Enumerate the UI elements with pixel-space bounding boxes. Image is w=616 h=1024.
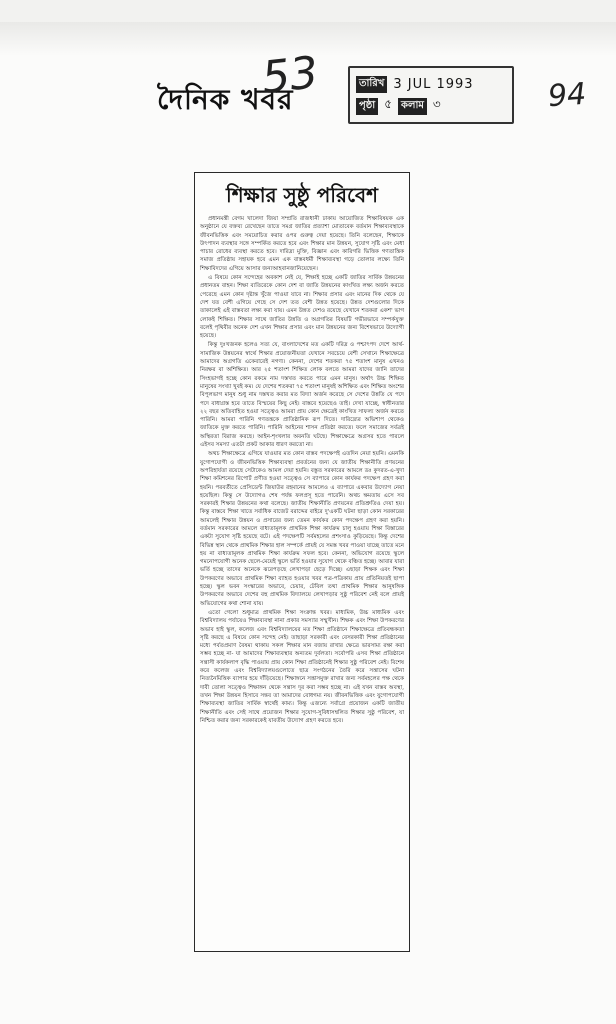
newspaper-masthead: দৈনিক খবর — [157, 83, 294, 116]
date-stamp — [348, 66, 514, 124]
article-paragraph: প্রধানমন্ত্রী বেগম খালেদা জিয়া সম্প্রতি রাজধানী ঢাকায় আয়োজিত শিক্ষাবিষয়ক এক অনুষ্ঠানে যে বক্তব্য রেখেছেন তাতে সমগ্র জাতির প্রত্যাশা মোতাবেক বর্তমান শিক্ষাব্যবস্থাকে জীবনভিত্তিক এবং সময়োচিত করার ওপর গুরুত্ব দেয়া হয়েছে। তিনি বলেছেন, শিক্ষাকে উৎপাদন ব্যবস্থার সঙ্গে সম্পর্কিত করতে হবে এবং শিক্ষার মান উন্নয়ন, সুযোগ সৃষ্টি এবং মেধা পাচার রোধের ব্যবস্থা করতে হবে। দারিদ্র্য মুক্তি, বিজ্ঞান এবং কারিগরি ভিত্তিক গণতান্ত্রিক সমাজ প্রতিষ্ঠায় সহায়ক হবে এমন এক বাস্তবধর্মী শিক্ষাব্যবস্থা গড়ে তোলার লক্ষ্যে তিনি শিক্ষাবিদদের এগিয়ে আসার জন্যআহবানজানিয়েছেন। — [200, 216, 404, 272]
handwritten-page-number: 94 — [546, 76, 588, 115]
article-paragraph: কিন্তু দুঃখজনক হলেও সত্য যে, বাংলাদেশের মত একটি দরিদ্র ও পশ্চাৎপদ দেশে আর্থ-সামাজিক উন্নয়নের স্বার্থে শিক্ষার প্রয়োজনীয়তা যেখানে সবচেয়ে বেশী সেখানে শিক্ষাক্ষেত্রে আমাদের অগ্রগতি একেবারেই নগণ্য। কেননা, দেশের শতকরা ৭৫ শতাংশ মানুষ এখনও নিরক্ষর বা অশিক্ষিত। আর ২৫ শতাংশ শিক্ষিত লোক বলতে আমরা যাদের জানি তাদের সিংহভাগই হচ্ছে কোন রকমে নাম দস্তখত করতে পারে এমন মানুষ। অর্থাৎ উচ্চ শিক্ষিত মানুষের সংখ্যা খুবই কম। যে দেশের শতকরা ৭৫ শতাংশ মানুষই অশিক্ষিত এবং শিক্ষিত অংশের বিপুলভাগ মানুষ শুধু নাম দস্তখত করার মত বিদ্যা অর্জন করেছে সে দেশের উন্নতি যে পদে পদে বাধাগ্রস্ত হবে তাতে বিস্ময়ের কিছু নেই। বাস্তবে হয়েছেও তাই। দেখা যাচ্ছে, স্বাধীনতার ২২ বছর অতিবাহিত হওয়া সত্ত্বেও আমরা প্রায় কোন ক্ষেত্রেই কাংখিত সাফল্য অর্জন করতে পারিনি। আমরা পারিনি গণতন্ত্রকে প্রাতিষ্ঠানিক রূপ দিতে। দারিদ্র্যের অভিশাপ থেকেও জাতিকে মুক্ত করতে পারিনি। পারিনি আইনের শাসন প্রতিষ্ঠা করতে। ফলে সমাজের সর্বত্রই অস্থিরতা বিরাজ করছে। আইন-শৃংখলার অবনতি ঘটছে। শিক্ষাক্ষেত্রে অগ্রসর হতে পারলে এইসব সমস্যা এতটা প্রকট আকার ধারণ করতো না। — [200, 342, 404, 449]
stamp-date-row — [356, 74, 506, 94]
article-paragraph: এ বিষয়ে কোন সন্দেহের অবকাশ নেই যে, শিক্ষাই হচ্ছে একটি জাতির সার্বিক উন্নয়নের প্রধানতম বাহন। শিক্ষা ব্যতিরেকে কোন দেশ বা জাতি উন্নয়নের কাংখিত লক্ষ্য অর্জন করতে পেরেছে এমন কোন দৃষ্টান্ত খুঁজে পাওয়া যাবে না। শিক্ষার প্রসার এবং মানের দিক থেকে যে দেশ যত বেশী এগিয়ে গেছে সে দেশ তত বেশী উন্নত হয়েছে। উন্নত দেশগুলোর দিকে তাকালেই এই বাস্তবতা লক্ষ্য করা যায়। এমন উন্নত দেশও রয়েছে যেখানে শতকরা একশ' ভাগ লোকই শিক্ষিত। শিক্ষার সাথে জাতির উন্নতি ও অগ্রগতির বিষয়টি গভীরভাবে সম্পর্কযুক্ত বলেই পৃথিবীর অনেক দেশ এখন শিক্ষার প্রসার এবং মান উন্নয়নের জন্য বিশেষভাবে উদ্যোগী হয়েছে। — [200, 275, 404, 340]
stamp-page-label: পৃষ্ঠা — [356, 98, 378, 115]
article-paragraph: অথচ শিক্ষাক্ষেত্রে এগিয়ে যাওয়ার মত কোন বাস্তব পদক্ষেপই এতদিন নেয়া হয়নি। এমনকি যুগোপযোগী ও জীবনভিত্তিক শিক্ষাব্যবস্থা প্রবর্তনের জন্য যে জাতীয় শিক্ষানীতি প্রণয়নের অপরিহার্যতা রয়েছে সেটাকেও আমল দেয়া হয়নি। বস্তুত সরকারের আমলে ডঃ কুদরত-এ-খুদা শিক্ষা কমিশনের রিপোর্ট প্রণীত হওয়া সত্ত্বেও সে ব্যাপারে কোন কার্যকর পদক্ষেপ গ্রহণ করা হয়নি। পরবর্তীতে প্রেসিডেন্ট জিয়াউর রহমানের আমলেও এ ব্যাপারে একবার উদ্যোগ নেয়া হয়েছিল। কিন্তু সে উদ্যোগও শেষ পর্যন্ত ফলপ্রসূ হতে পারেনি। অথচ ক্ষমতায় এসে সব সরকারই শিক্ষার উন্নয়নের কথা বলেছে। জাতীয় শিক্ষানীতি প্রণয়নের প্রতিশ্রুতিও দেয়া হয়। কিন্তু বাস্তবে শিক্ষা খাতে সর্বাধিক বাজেট বরাদ্দের বাইরে দু'একটি ঘটনা ছাড়া কোন সরকারের আমলেই শিক্ষার উন্নয়ন ও প্রসারের জন্য তেমন কার্যকর কোন পদক্ষেপ গ্রহণ করা হয়নি। বর্তমান সরকারের আমলে বাধ্যতামূলক প্রাথমিক শিক্ষা কার্যক্রম চালু হওয়ায় শিক্ষা বিস্তারের একটা সুযোগ সৃষ্টি হয়েছে বটে। এই পদক্ষেপটি সর্বমহলের প্রশংসাও কুড়িয়েছে। কিন্তু দেশের বিভিন্ন স্থান থেকে প্রাথমিক শিক্ষার হাল সম্পর্কে প্রায়ই যে সমস্ত খবর পাওয়া যাচ্ছে তাতে মনে হয় না বাধ্যতামূলক প্রাথমিক শিক্ষা কার্যক্রম সফল হবে। কেননা, অভিযোগ রয়েছে স্কুলে গমনোপযোগী অনেক ছেলে-মেয়েই স্কুলে ভর্তি হওয়ার সুযোগ থেকে বঞ্চিত হচ্ছে। আবার যারা ভর্তি হচ্ছে তাদের অনেকে ঝরেপড়ছে লেখাপড়া ছেড়ে দিচ্ছে। এছাড়া শিক্ষক এবং শিক্ষা উপকরণের অভাবে প্রাথমিক শিক্ষা ব্যাহত হওয়ার খবর পত্র-পত্রিকায় প্রায় প্রতিনিয়তই ছাপা হচ্ছে। স্কুল ভবন সংস্কারের অভাবে, চেয়ার, টেবিল তথা প্রাথমিক শিক্ষার আনুষঙ্গিক উপকরণের অভাবে দেশের বহু প্রাথমিক বিদ্যালয়ে লেখাপড়ার সুষ্ঠু পরিবেশ নেই বলে প্রায়ই অভিযোগের কথা শোনা যায়। — [200, 451, 404, 607]
handwritten-file-number: 53 — [259, 47, 321, 104]
stamp-date-value: 3 JUL 1993 — [393, 76, 474, 92]
stamp-page-row — [356, 96, 506, 116]
article-headline: শিক্ষার সুষ্ঠু পরিবেশ — [225, 183, 379, 207]
editorial-article — [194, 172, 410, 952]
stamp-column-value: ৩ — [432, 97, 441, 111]
stamp-date-label: তারিখ — [356, 76, 387, 93]
article-paragraph: এতো গেলো শুধুমাত্র প্রাথমিক শিক্ষা সংক্রান্ত খবর। মাধ্যমিক, উচ্চ মাধ্যমিক এবং বিশ্ববিদ্যালয় পর্যায়েও শিক্ষাব্যবস্থা নানা প্রকার সমস্যার সম্মুখীন। শিক্ষক এবং শিক্ষা উপকরণের অভাব হাই স্কুল, কলেজ এবং বিশ্ববিদ্যালয়ের মত শিক্ষা প্রতিষ্ঠানে শিক্ষাক্ষেত্রে প্রতিবন্ধকতা সৃষ্টি করছে এ বিষয়ে কোন সন্দেহ নেই। তাছাড়া সরকারী এবং বেসরকারী শিক্ষা প্রতিষ্ঠানের মধ্যে পর্বতপ্রমাণ বৈষম্য থাকায় সকল শিক্ষার মান বজায় রাখার ক্ষেত্রে ভারসাম্য রক্ষা করা সম্ভব হচ্ছে না- যা আমাদের শিক্ষাব্যবস্থার অন্যতম দুর্বলতা। সর্বোপরি এসব শিক্ষা প্রতিষ্ঠানে সন্ত্রাসী কার্যকলাপ বৃদ্ধি পাওয়ায় প্রায় কোন শিক্ষা প্রতিষ্ঠানেই শিক্ষার সুষ্ঠু পরিবেশ নেই। বিশেষ করে কলেজ এবং বিশ্ববিদ্যালয়গুলোতে ছাত্র সংগঠনের তৈরি করে সন্ত্রাসের ঘটনা নিত্যনৈমিত্তিক ব্যাপার হয়ে দাঁড়িয়েছে। শিক্ষাঙ্গনে সন্ত্রাসমুক্ত রাখার জন্য সর্বমহলের পক্ষ থেকে দাবী তোলা সত্ত্বেও শিক্ষাঙ্গন থেকে সন্ত্রাস দূর করা সম্ভব হচ্ছে না। এই যখন বাস্তব অবস্থা, তখন শিক্ষা উন্নয়ন হিসাবে সন্তব তা আমাদের বোধগম্য নয়। জীবনভিত্তিক এবং যুগোপযোগী শিক্ষাব্যবস্থা জাতির সার্বিক স্বার্থেই কাম্য। কিন্তু এজন্যে সর্বাগ্রে প্রয়োজন একটি জাতীয় শিক্ষানীতি এবং সেই সাথে প্রয়োজন শিক্ষার সুযোগ-সুবিধাসম্বলিত শিক্ষার সুষ্ঠু পরিবেশ, যা নিশ্চিত করার জন্য সরকারকেই যাবতীয় উদ্যোগ গ্রহণ করতে হবে। — [200, 609, 404, 724]
stamp-column-label: কলাম — [398, 98, 427, 115]
article-body — [200, 215, 404, 725]
stamp-page-value: ৫ — [384, 97, 392, 111]
